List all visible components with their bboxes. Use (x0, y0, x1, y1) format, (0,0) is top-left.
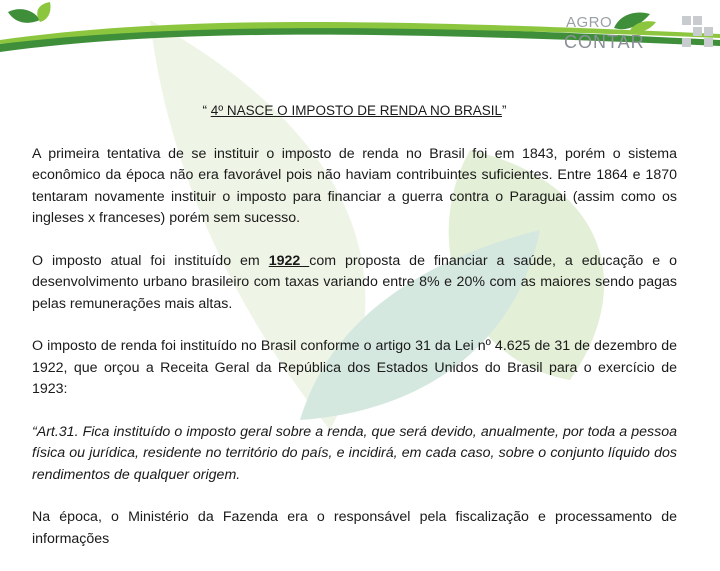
title-close-quote: ” (502, 103, 507, 118)
logo-text-contar: CONTAR (564, 32, 645, 52)
page-title (32, 100, 677, 122)
logo-text-agro: AGRO (566, 14, 613, 31)
logo-leaf-icon (610, 8, 658, 34)
paragraph-current-tax (32, 251, 677, 316)
law-article-quote: “Art.31. Fica instituído o imposto geral sobre a renda, que será devido, anualmente, por toda a pessoa física ou jurídica, residente no território do país, e incidirá, em cada caso, sobre o conjunto líquido dos rendimentos de qualquer origem. (32, 423, 677, 483)
year-1922: 1922 (268, 252, 310, 269)
title-open-quote: “ (202, 103, 211, 118)
agrocontar-logo (560, 6, 660, 52)
header-leaf-icon (8, 2, 51, 23)
paragraph-first-attempt: A primeira tentativa de se instituir o imposto de renda no Brasil foi em 1843, porém o sistema econômico da época não era favorável pois não haviam contribuintes suficientes. Entre 1864 e 1870 tentaram novamente instituir o imposto para financiar a guerra contra o Paraguai (assim como os ingleses x franceses) porém sem sucesso. (32, 145, 677, 226)
paragraph-current-tax-start: O imposto atual foi instituído em (32, 252, 269, 269)
paragraph-law-reference: O imposto de renda foi instituído no Brasil conforme o artigo 31 da Lei nº 4.625 de 31 de dezembro de 1922, que orçou a Receita Geral da República dos Estados Unidos do Brasil para o exercício de 1923: (32, 338, 677, 397)
title-text: 4º NASCE O IMPOSTO DE RENDA NO BRASIL (210, 103, 502, 118)
document-body (32, 100, 677, 571)
paragraph-ministry: Na época, o Ministério da Fazenda era o responsável pela fiscalização e processamento de informações (32, 509, 677, 547)
grid-squares-icon (682, 16, 712, 46)
paragraph-current-tax-end: com proposta de financiar a saúde, a educação e o desenvolvimento urbano brasileiro com taxas variando entre 8% e 20% com as maiores sendo pagas pelas remunerações mais altas. (32, 252, 677, 312)
